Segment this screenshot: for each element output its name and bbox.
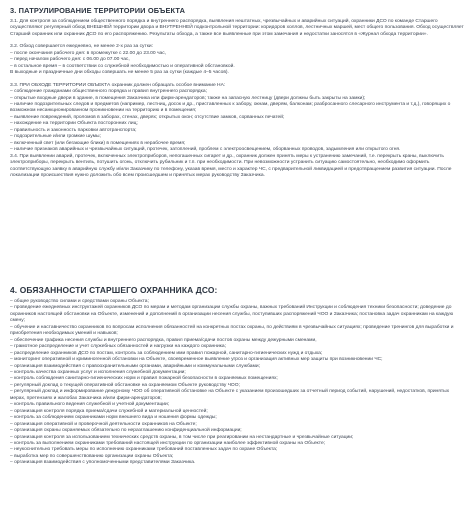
text-line: В выходные и праздничные дни обходы совершать не менее 5 раз за сутки (каждые 4–5 часов). [10, 70, 229, 76]
list-item: – контроль за выполнением охранниками требований настоящей инструкции по организации наиболее эффективной охраны на Объекте; [10, 440, 326, 446]
list-item: – организация оперативной и проверочной деятельности охранников на Объекте; [10, 421, 197, 427]
list-item: – мониторинг оперативной и криминогенной обстановки на Объекте, своевременное выявление угроз и организация активных мер защиты при возникновении ЧС; [10, 357, 383, 363]
list-item: – организация контроля порядка приема/сдачи служебной и материальной ценностей; [10, 408, 208, 414]
text-line: – соблюдение гражданами общественного порядка и правил внутреннего распорядка; [10, 89, 207, 95]
text-line: – правильность и законность парковки автотранспорта; [10, 127, 137, 133]
list-item: – проведение ежедневных инструктажей охранников ДСО по мерам и методам организации службы охраны, важных требований Инструкции и соблюдения техники безопасности; доведение до охранников настоящей обстановки на Объекте, изменений и дополнений в организации несения службы, поступивших распоряжений ЧОО и Заказчика; постановка задач охранникам на каждую смену; [10, 305, 454, 324]
text-line: 3.3. ПРИ ОБХОДЕ ТЕРРИТОРИИ ОБЪЕКТА охранник должен обращать особое внимание НА: [10, 82, 226, 88]
list-item: – обеспечение графика несения службы и внутреннего распорядка, правил приема/сдачи постов охраны между дежурными сменами, [10, 337, 317, 343]
text-line: – наличие признаков аварийных и чрезвычайных ситуаций, протечек, затоплений, проблем с электроосвещением, оборванных проводов, задымления или открытого огня. [10, 147, 401, 153]
section-3-title: 3. ПАТРУЛИРОВАНИЕ ТЕРРИТОРИИ ОБЪЕКТА [10, 6, 186, 15]
list-item: – организация взаимодействия с уполномоченными представителями Заказчика. [10, 460, 196, 466]
list-item: – неукоснительно требовать меры по исполнению охранниками требований поставленных задач по охране Объекта; [10, 447, 278, 453]
text-line: – включенный свет (или бегающие блики) в помещениях в нерабочее время; [10, 140, 186, 146]
text-line: – в остальное время – в соответствии со служебной необходимостью и оперативной обстановкой. [10, 63, 235, 69]
list-item: – контроль правильного ведения служебной и учетной документации; [10, 402, 170, 408]
text-line: – выявление повреждений, проломов в заборах, стенах, дверях; открытых окон; отсутствие замков, сорванных печатей; [10, 114, 285, 120]
text-line: – перед началом рабочего дня: с 06.00 до 07.00 час, [10, 57, 130, 63]
text-line: – после окончания рабочего дня: в промежутке с 22.00 до 23.00 час, [10, 50, 167, 56]
list-item: – организация контроля за использованием технических средств охраны, в том числе при реагировании на нестандартные и чрезвычайные ситуации; [10, 434, 354, 440]
text-line: – нахождение на территории Объекта посторонних лиц; [10, 121, 138, 127]
list-item: – выработка мер по совершенствованию организации охраны Объекта; [10, 453, 174, 459]
list-item: – обучение и наставничество охранников по вопросам исполнения обязанностей на конкретных постах охраны, по действиям в чрезвычайных ситуациях; проведение тренингов для выработки и приобретения необходимых умений и навыков; [10, 324, 454, 337]
list-item: – организация взаимодействия с правоохранительными органами, аварийными и коммунальными службами; [10, 363, 260, 369]
text-line: – подозрительные и/или громкие шумы; [10, 134, 101, 140]
list-item: – грамотное распределение и учет служебных обязанностей и нагрузки на каждого охранника; [10, 344, 226, 350]
text-line: – наличие подозрительных следов и предметов (например, лестниц, досок и др., приставленных к забору, окнам, дверям, балконам; разбросанного слесарного инструмента и т.д.), говорящих о возможном несанкционированном проникновении на территорию и в помещения; [10, 101, 451, 114]
text-line: 3.2. Обход совершается ежедневно, не менее 2-х раз за сутки: [10, 44, 153, 50]
duties-list [10, 299, 464, 467]
paragraph-3-3 [10, 83, 464, 180]
paragraph-3-4: 3.4. При выявлении аварий, протечек, включенных электроприборов, непогашенных сигарет и др., охранник должен принять меры к устранению замечаний, т.е. перекрыть краны, выключить электроприборы, перекрыть вентиль, потушить огонь, отключить рубильник и т.п. при необходимости. При невозможности устранить ситуацию самостоятельно, необходимо оформить соответствующую заявку в аварийную службу и/или Заказчику по телефону, указав время, место и характер ЧС, с предварительной ликвидацией и предотвращением развития ситуации. После локализации происшествия нужно доложить обо всем происшедшем и принятых мерах руководству Заказчика. [10, 153, 452, 178]
list-item: – общее руководство силами и средствами охраны Объекта; [10, 299, 149, 304]
list-item: – контроль за соблюдением охранниками норм внешнего вида и ношения формы одежды; [10, 415, 217, 421]
section-senior-guard-duties [10, 285, 464, 467]
list-item: – распределение охранников ДСО по постам, контроль за соблюдением ими правил пожарной, санитарно-гигиенических нужд и отдыха; [10, 350, 323, 356]
section-patrol [10, 6, 464, 179]
list-item: – контроль качества охранных услуг и исполнения служебной документации; [10, 369, 186, 375]
list-item: – контроль соблюдения санитарно-гигиенических норм и правил пожарной безопасности в охраняемых помещениях; [10, 376, 278, 382]
section-4-title: 4. ОБЯЗАННОСТИ СТАРШЕГО ОХРАННИКА ДСО: [10, 285, 218, 295]
list-item: – организация охраны охраняемых обязательно по неразглашению конфиденциальной информации; [10, 428, 242, 434]
list-item: – регулярный доклад о текущей оперативной обстановке на охраняемом Объекте руководству ЧОО; [10, 382, 240, 388]
paragraph-3-1: 3.1. Для контроля за соблюдением общественного порядка и внутреннего распорядка, выявления нештатных, чрезвычайных и аварийных ситуаций, охранники ДСО по команде Старшего осуществляют регулярный обход ВНЕШНЕЙ территории двора и ВНУТРЕННЕЙ подконтрольной территории: коридоров холлов, лестничных маршей, мест общего пользования. Обход осуществляет Старший охранник или охранник ДСО по его распоряжению. Результаты обхода, а также все выявленные при этом замечания и недостатки заносятся в «Журнал обхода территории». [10, 19, 464, 37]
text-line: – открытые входные двери в здание, в помещения Заказчика или фирм-арендаторов; также на запасную лестницу (двери должны быть закрыты на замки); [10, 95, 366, 101]
list-item: – регулярный доклад и информирование дежурному ЧОО об оперативной обстановке на Объекте с указанием произошедших за отчетный период событий, нарушений, недостатков, принятых мерах, претензиях и жалобах Заказчика и/или фирм-арендаторов; [10, 389, 450, 401]
paragraph-3-2 [10, 44, 464, 76]
